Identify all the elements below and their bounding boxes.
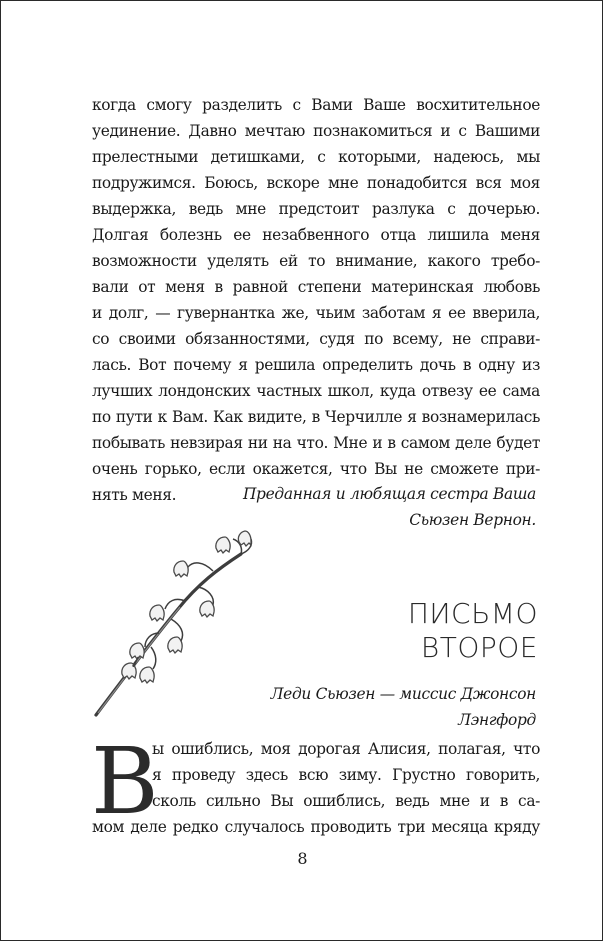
text-line: подружимся. Боюсь, вскоре мне понадобится вся моя [92,174,540,192]
text-line: я проведу здесь всю зиму. Грустно говорить, [152,766,540,784]
letter-address-line-1: Леди Сьюзен — миссис Джонсон [270,685,536,703]
text-line: мом деле редко случалось проводить три месяца кряду [92,818,540,836]
chapter-title-line-2: ВТОРОЕ [420,631,538,664]
text-line: вали от меня в равной степени материнская любовь [92,278,540,296]
text-line: нять меня. [92,486,177,504]
text-line: уединение. Давно мечтаю познакомиться и с Вашими [92,122,540,140]
text-line: когда смогу разделить с Вами Ваше восхитительное [92,96,540,114]
letter-address-line-2: Лэнгфорд [458,711,536,729]
text-line: побывать невзирая ни на что. Мне и в самом деле будет [92,434,540,452]
drop-cap: В [91,728,159,835]
signature-line-1: Преданная и любящая сестра Ваша [242,485,536,503]
chapter-title-line-1: ПИСЬМО [407,597,538,630]
text-line: со своими обязанностями, судя по всему, не справи- [92,330,540,348]
text-line: возможности уделять ей то внимание, какого требо- [92,252,540,270]
text-line: ы ошиблись, моя дорогая Алисия, полагая, что [152,740,540,758]
signature-line-2: Сьюзен Вернон. [409,511,536,529]
page-number: 8 [297,849,308,868]
text-line: Долгая болезнь ее незабвенного отца лишила меня [92,226,540,244]
text-line: лась. Вот почему я решила определить дочь в одну из [92,356,540,374]
text-line: прелестными детишками, с которыми, надеюсь, мы [92,148,540,166]
text-line: выдержка, ведь мне предстоит разлука с дочерью. [92,200,540,218]
text-line: очень горько, если окажется, что Вы не сможете при- [92,460,540,478]
text-line: и долг, — гувернантка же, чьим заботам я ее вверила, [92,304,540,322]
text-line: сколь сильно Вы ошиблись, ведь мне и в са- [152,792,540,810]
lily-of-the-valley-icon [93,529,263,719]
text-line: по пути к Вам. Как видите, в Черчилле я вознамерилась [92,408,540,426]
text-line: лучших лондонских частных школ, куда отвезу ее сама [92,382,540,400]
